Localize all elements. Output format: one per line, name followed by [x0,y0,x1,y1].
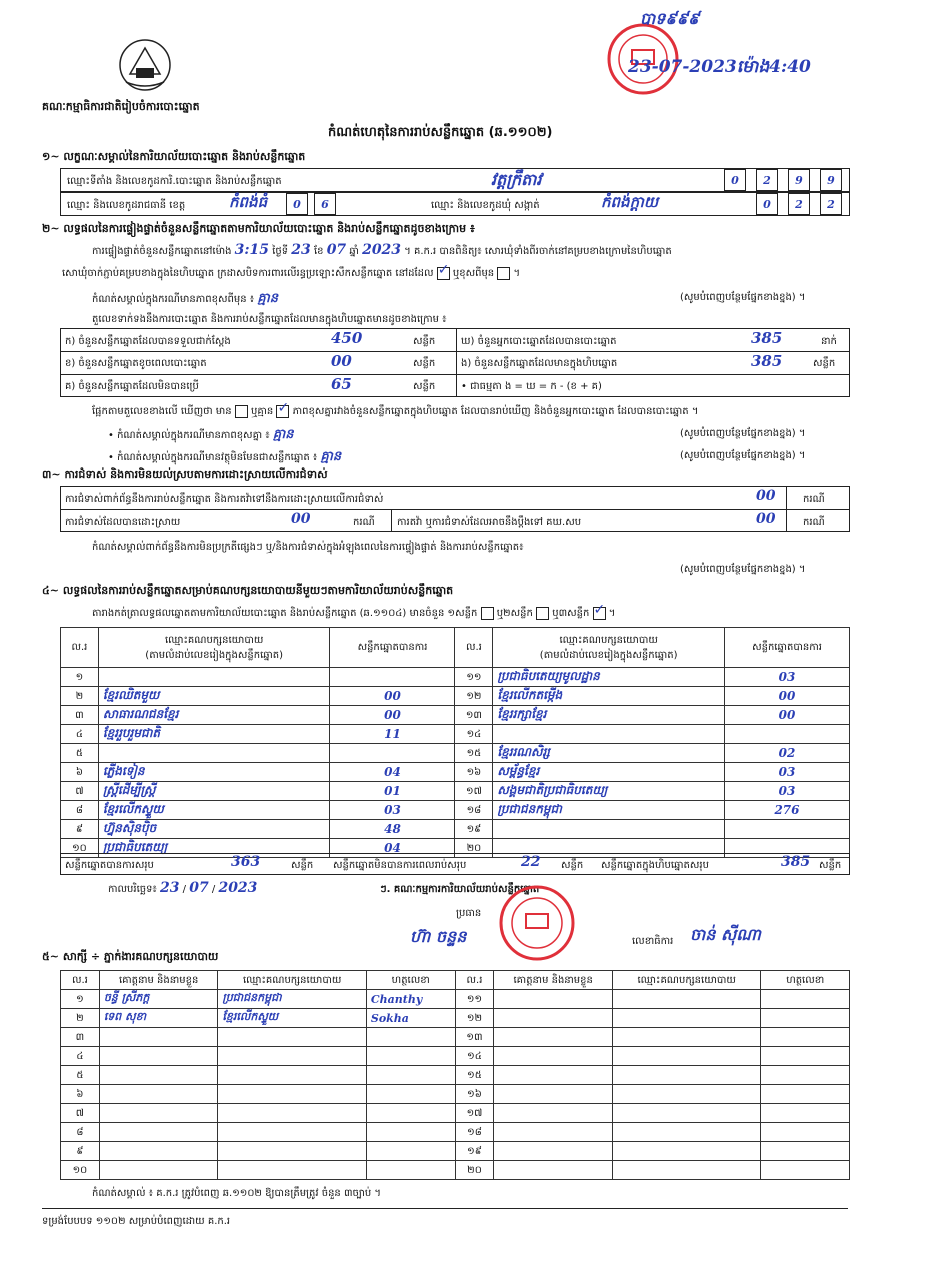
table-cell [761,990,850,1009]
table-cell [494,1047,613,1066]
table-cell: ៩ [61,820,99,839]
table-cell: ប្រជាធិបតេយ្យមូលដ្ឋាន [493,668,725,687]
table-cell: ១៤ [455,725,493,744]
province-name: កំពង់ធំ [229,193,268,211]
table-cell: ខ្មែរលើកស្ទួយ [218,1009,366,1028]
table-cell: ៤ [61,1047,100,1066]
table-row [61,1028,850,1047]
table-cell: ភ្លើងទៀន [98,763,330,782]
table-cell: ស្ត្រីដើម្បីស្ត្រី [98,782,330,801]
three-sheets-checkbox[interactable] [593,607,606,620]
table-cell: 03 [330,801,455,820]
table-cell [366,1066,455,1085]
table-cell [218,1104,366,1123]
table-cell [761,1047,850,1066]
table-cell: ២ [61,1009,100,1028]
table-cell [366,1104,455,1123]
table-cell [494,1028,613,1047]
table-cell: ១១ [455,668,493,687]
table-cell: ១០ [61,1161,100,1180]
totals-row: សន្លឹកឆ្នោតបានការសរុប 363 សន្លឹក សន្លឹកឆ្នោតមិនបានការពេលរាប់សរុប 22 សន្លឹក សន្លឹកឆ្នោតក្នុងហិបឆ្នោតសរុប 385 សន្លឹក [60,853,850,875]
footer-divider [42,1208,848,1209]
table-cell [99,1161,218,1180]
table-cell [218,1123,366,1142]
voters-voted: 385 [751,329,783,347]
counts-table: ក) ចំនួនសន្លឹកឆ្នោតដែលបានទទួលជាក់ស្ដែង 450 សន្លឹក ខ) ចំនួនសន្លឹកឆ្នោតខូចពេលបោះឆ្នោត 00 សន្លឹក គ) ចំនួនសន្លឹកឆ្នោតដែលមិនបានប្រើ 65 សន្លឹក ឃ) ចំនួនអ្នកបោះឆ្នោតដែលបានបោះឆ្នោត 385 នាក់ ង) ចំនួនសន្លឹកឆ្នោតដែលមានក្នុងហិបឆ្នោត 385 សន្លឹក • ជាធម្មតា ង = ឃ = ក - (ខ + គ) [60,328,850,397]
table-cell [612,1066,760,1085]
table-cell: 11 [330,725,455,744]
table-cell [761,1123,850,1142]
table-cell: ៧ [61,782,99,801]
table-row [61,1066,850,1085]
table-cell [612,1123,760,1142]
table-cell: ខ្មែរលើកតម្កើង [493,687,725,706]
table-cell: ៨ [61,801,99,820]
stamp-number: បាទ៩៩៩ [640,9,700,28]
table-cell [494,1085,613,1104]
table-cell: ៥ [61,1066,100,1085]
objection-note: កំណត់សម្គាល់ពាក់ព័ន្ធនឹងការមិនប្រក្រតីផ្សេងៗ ឬ/និងការជំទាស់ក្នុងអំឡុងពេលនៃការផ្ទៀងផ្ទាត់ និងការរាប់សន្លឹកឆ្នោត៖ [92,542,524,553]
table-cell [612,1047,760,1066]
table-cell: ១៦ [455,763,493,782]
table-cell: ៦ [61,763,99,782]
table-cell: ៩ [61,1142,100,1161]
table-row [61,1085,850,1104]
table-cell: ២០ [455,1161,494,1180]
table-cell [612,1161,760,1180]
table-cell [99,1104,218,1123]
table-cell: ប្រជាជនកម្ពុជា [218,990,366,1009]
station-code-digit: 0 [724,169,746,191]
secretary-label: លេខាធិការ [632,936,674,947]
table-cell: 03 [724,782,849,801]
table-cell: ប្រជាជនកម្ពុជា [493,801,725,820]
polling-station-name: វត្តក្រឹតាវ [491,170,542,189]
table-cell [99,1028,218,1047]
table-cell: ខ្មែររួបរួមជាតិ [98,725,330,744]
ballots-spoiled: 00 [331,352,352,370]
table-cell: ២០ [455,839,493,858]
table-row [61,1104,850,1123]
change-note-hint: (សូមបំពេញបន្ថែមផ្នែកខាងខ្នង) ។ [680,292,806,303]
table-cell: ២ [61,687,99,706]
section2-heading: ២~ លទ្ធផលនៃការផ្ទៀងផ្ទាត់ចំនួនសន្លឹកឆ្នោតតាមការិយាល័យបោះឆ្នោត និងរាប់សន្លឹកឆ្នោតដូចខាងក្រោម ៖ [42,222,475,235]
secretary-signature: ចាន់ ស៊ីណា [690,925,761,944]
table-cell [99,1123,218,1142]
table-cell: ៣ [61,1028,100,1047]
table-cell [612,1142,760,1161]
table-cell: ៤ [61,725,99,744]
table-cell: សាធារណជនខ្មែរ [98,706,330,725]
table-cell [218,1142,366,1161]
table-cell: សម្ព័ន្ធខ្មែរ [493,763,725,782]
anomaly-note: • កំណត់សម្គាល់ក្នុងករណីមានវត្ថុមិនមែនជាសន្លឹកឆ្នោត ៖ គ្មាន [108,449,342,464]
table-cell: ១០ [61,839,99,858]
table-row [61,763,850,782]
table-cell: 00 [330,706,455,725]
table-cell: 48 [330,820,455,839]
table-cell [612,1028,760,1047]
changed-checkbox[interactable] [497,267,510,280]
table-cell: ចន្ធី ស្រីភក្ដ [99,990,218,1009]
objections-count: 00 [756,488,776,504]
table-cell [99,1047,218,1066]
table-cell: ៦ [61,1085,100,1104]
table-cell: 01 [330,782,455,801]
commune-name: កំពង់ក្ដាយ [601,193,659,211]
difference-note: • កំណត់សម្គាល់ក្នុងករណីមានភាពខុសគ្នា ៖ គ្មាន [108,427,294,442]
table-row [61,1123,850,1142]
table-cell: ១៣ [455,706,493,725]
table-cell: ខ្មែរឈិតមួយ [98,687,330,706]
table-cell [761,1009,850,1028]
verification-year: 2023 [362,242,402,258]
table-cell [218,1066,366,1085]
table-row [61,801,850,820]
station-code-digit: 9 [788,169,810,191]
table-cell [612,990,760,1009]
verification-day: 23 [291,242,311,258]
table-cell [761,1104,850,1123]
table-cell: ៥ [61,744,99,763]
compare-line: ផ្អែកតាមតួលេខខាងលើ ឃើញថា មាន ឬគ្មាន ✓ ភាពខុសគ្នារវាងចំនួនសន្លឹកឆ្នោតក្នុងហិបឆ្នោត ដែលបានរាប់ឃើញ និងចំនួនអ្នកបោះឆ្នោត ដែលបានបោះឆ្នោត ។ [92,404,912,419]
table-cell [494,1161,613,1180]
section4-heading: ៤~ លទ្ធផលនៃការរាប់សន្លឹកឆ្នោតសម្រាប់គណបក្សនយោបាយនីមួយៗតាមការិយាល័យរាប់សន្លឹកឆ្នោត [42,584,454,597]
table-row [61,990,850,1009]
verification-line: ការផ្ទៀងផ្ទាត់ចំនួនសន្លឹកឆ្នោតនៅម៉ោង 3:15 ថ្ងៃទី 23 ខែ 07 ឆ្នាំ 2023 ។ គ.ក.រ បានពិនិត្យ៖ សោរឃុំទាំងពីរចាក់នៅគម្របខាងក្រោមនៃហិបឆ្នោត [92,242,672,258]
witness-table: ល.រ គោត្តនាម និងនាមខ្លួន ឈ្មោះគណបក្សនយោបាយ ហត្ថលេខា ល.រ គោត្តនាម និងនាមខ្លួន ឈ្មោះគណបក្សនយោបាយ ហត្ថលេខា ១ ចន្ធី ស្រីភក្ដ ប្រជាជនកម្ពុជា Chanthy ១១ ២ ទេព សុខា ខ្មែរលើកស្ទួយ Sokha ១២ ៣ ១៣ ៤ ១៤ ៥ ១៥ ៦ ១៦ ៧ ១៧ ៨ ១៨ ៩ ១៩ ១០ ២០ [60,970,850,1180]
section1-row2: ឈ្មោះ និងលេខកូដរាជធានី ខេត្ត កំពង់ធំ ឈ្មោះ និងលេខកូដឃុំ សង្កាត់ កំពង់ក្ដាយ [60,192,850,216]
table-cell: ៨ [61,1123,100,1142]
table-cell [330,668,455,687]
ballots-received: 450 [331,329,363,347]
footer-note: ទម្រង់បែបបទ ១១០២ សម្រាប់បំពេញដោយ គ.ក.រ [42,1216,231,1227]
section1-heading: ១~ លក្ខណៈសម្គាល់នៃការិយាល័យបោះឆ្នោត និងរាប់សន្លឹកឆ្នោត [42,150,306,163]
table-cell: 00 [330,687,455,706]
total-in-box: 385 [781,854,811,870]
total-valid: 363 [231,854,261,870]
table-cell [98,744,330,763]
table-cell [494,1009,613,1028]
table-cell [99,1066,218,1085]
table-cell [494,1066,613,1085]
table-cell [99,1085,218,1104]
stamp-date: 23-07-2023ម៉ោង4:40 [628,57,811,77]
commune-code-digit: 2 [788,193,810,215]
unchanged-checkbox[interactable] [437,267,450,280]
resolved-count: 00 [291,511,311,527]
table-cell [218,1028,366,1047]
table-cell [612,1085,760,1104]
table-cell: ប្រជាធិបតេយ្យ [98,839,330,858]
chair-label: ប្រធាន [456,908,482,919]
table-cell: ១៣ [455,1028,494,1047]
table-row [61,820,850,839]
ballots-unused: 65 [331,375,352,393]
commune-code-digit: 2 [820,193,842,215]
table-cell: ៣ [61,706,99,725]
table-cell [99,1142,218,1161]
table-row [61,782,850,801]
table-cell: ១ [61,668,99,687]
sheets-line: តារាងកត់ត្រាលទ្ធផលឆ្នោតតាមការិយាល័យបោះឆ្នោត និងរាប់សន្លឹកឆ្នោត (ឆ.១១០៤) មានចំនួន ១សន្លឹក ឬ២សន្លឹក ឬ៣សន្លឹក ✓ ។ [92,606,615,621]
chair-signature: ហ៊ា ចន្ទន [410,927,467,946]
table-row [61,1009,850,1028]
section3-heading: ៣~ ការជំទាស់ និងការមិនយល់ស្របតាមការដោះស្រាយលើការជំទាស់ [42,468,328,481]
table-cell: ៧ [61,1104,100,1123]
table-cell: ខ្មែររណសិរ្ស [493,744,725,763]
table-cell: ខ្មែររក្សាខ្មែរ [493,706,725,725]
table-cell: សង្គមជាតិប្រជាធិបតេយ្យ [493,782,725,801]
seal-check-line: សោឃុំចាក់ភ្ជាប់គម្របខាងក្នុងនៃហិបឆ្នោត ក្រដាសបិទការពារលើរន្ធប្រឡោះសឹកសន្លឹកឆ្នោត នៅដដែល ✓ ឬខុសពីមុន ។ [62,266,520,281]
province-code-digit: 0 [286,193,308,215]
objections-table: ការជំទាស់ពាក់ព័ន្ធនឹងការរាប់សន្លឹកឆ្នោត និងការតវ៉ាទៅនឹងការដោះស្រាយលើការជំទាស់ 00 ករណី ការជំទាស់ដែលបានដោះស្រាយ 00 ករណី ការតវ៉ា ឬការជំទាស់ដែលអាចនឹងប្ដឹងទៅ គឃ.សប 00 ករណី [60,486,850,532]
table-cell: ១៨ [455,801,493,820]
table-cell: ១៩ [455,820,493,839]
table-cell: ១៤ [455,1047,494,1066]
nec-emblem [118,38,172,92]
table-cell [218,1161,366,1180]
table-cell [761,1028,850,1047]
no-difference-checkbox[interactable] [276,405,289,418]
two-sheets-checkbox[interactable] [536,607,549,620]
table-cell: 04 [330,763,455,782]
formula: • ជាធម្មតា ង = ឃ = ក - (ខ + គ) [461,381,602,392]
table-cell: 04 [330,839,455,858]
table-cell [494,1104,613,1123]
table-cell [761,1066,850,1085]
table-cell [494,1142,613,1161]
table-cell: ១៥ [455,1066,494,1085]
one-sheet-checkbox[interactable] [481,607,494,620]
table-row [61,725,850,744]
table-cell: ១៦ [455,1085,494,1104]
table-cell [366,1142,455,1161]
ballots-in-box: 385 [751,352,783,370]
table-cell [494,1123,613,1142]
table-cell [366,1047,455,1066]
section1-row1: ឈ្មោះទីតាំង និងលេខកូដការិ.បោះឆ្នោត និងរាប់សន្លឹកឆ្នោត វត្តក្រឹតាវ [60,168,850,192]
table-cell [761,1161,850,1180]
counts-intro: តួលេខទាក់ទងនឹងការបោះឆ្នោត និងការរាប់សន្លឹកឆ្នោតដែលមានក្នុងហិបឆ្នោតមានដូចខាងក្រោម ៖ [92,314,447,325]
committee-signature-label: ៗ. គណៈកម្មការការិយាល័យរាប់សន្លឹកឆ្នោត [380,884,540,895]
table-cell [98,668,330,687]
table-cell: Sokha [366,1009,455,1028]
results-table: ល.រ ឈ្មោះគណបក្សនយោបាយ (តាមលំដាប់លេខរៀងក្នុងសន្លឹកឆ្នោត) សន្លឹកឆ្នោតបានការ ល.រ ឈ្មោះគណបក្សនយោបាយ (តាមលំដាប់លេខរៀងក្នុងសន្លឹកឆ្នោត) សន្លឹកឆ្នោតបានការ ១ ១១ ប្រជាធិបតេយ្យមូលដ្ឋាន 03 ២ ខ្មែរឈិតមួយ 00 ១២ ខ្មែរលើកតម្កើង 00 ៣ សាធារណជនខ្មែរ 00 ១៣ ខ្មែររក្សាខ្មែរ 00 ៤ ខ្មែររួបរួមជាតិ 11 ១៤ ៥ ១៥ ខ្មែររណសិរ្ស 02 ៦ ភ្លើងទៀន 04 ១៦ សម្ព័ន្ធខ្មែរ 03 ៧ ស្ត្រីដើម្បីស្ត្រី 01 ១៧ សង្គមជាតិប្រជាធិបតេយ្យ 03 ៨ ខ្មែរលើកស្ទួយ 03 ១៨ ប្រជាជនកម្ពុជា 276 ៩ ហ្វ៊ុនស៊ិនប៉ិច 48 ១៩ ១០ ប្រជាធិបតេយ្យ 04 ២០ [60,627,850,858]
table-row [61,1142,850,1161]
table-cell: ១៨ [455,1123,494,1142]
table-cell [366,1123,455,1142]
table-cell: ១២ [455,687,493,706]
table-cell [612,1104,760,1123]
committee-stamp [498,884,576,962]
table-cell: 03 [724,668,849,687]
verification-time: 3:15 [234,242,270,258]
table-row [61,1161,850,1180]
table-cell: ១ [61,990,100,1009]
table-cell [493,820,725,839]
document-title: កំណត់ហេតុនៃការរាប់សន្លឹកឆ្នោត (ឆ.១១០២) [328,125,553,140]
table-row [61,668,850,687]
table-cell [218,1047,366,1066]
table-cell: ១៧ [455,1104,494,1123]
appeal-count: 00 [756,511,776,527]
table-row [61,687,850,706]
table-cell: ១៧ [455,782,493,801]
table-cell: ទេព សុខា [99,1009,218,1028]
change-note: កំណត់សម្គាល់ក្នុងករណីមានភាពខុសពីមុន ៖ គ្មាន [92,291,278,306]
table-cell: 00 [724,687,849,706]
table-cell [494,990,613,1009]
table-cell [724,820,849,839]
table-cell [366,1028,455,1047]
table-cell: ខ្មែរលើកស្ទួយ [98,801,330,820]
table-cell: 03 [724,763,849,782]
committee-name: គណៈកម្មាធិការជាតិរៀបចំការបោះឆ្នោត [42,100,200,113]
table-cell [366,1161,455,1180]
commune-code-digit: 0 [756,193,778,215]
station-code-digit: 9 [820,169,842,191]
table-cell [493,725,725,744]
table-cell [366,1085,455,1104]
table-cell [330,744,455,763]
total-invalid: 22 [521,854,541,870]
table-cell [761,1142,850,1161]
table-cell: ១១ [455,990,494,1009]
table-cell: ១៩ [455,1142,494,1161]
table-cell [724,725,849,744]
verification-month: 07 [326,242,347,258]
footnote: កំណត់សម្គាល់ ៖ គ.ក.រ ត្រូវបំពេញ ឆ.១១០២ ឱ្យបានត្រឹមត្រូវ ចំនួន ៣ច្បាប់ ។ [92,1188,381,1199]
table-cell: 00 [724,706,849,725]
table-cell [218,1085,366,1104]
section5-heading: ៥~ សាក្សី ÷ ភ្នាក់ងារគណបក្សនយោបាយ [42,950,219,963]
station-code-digit: 2 [756,169,778,191]
table-cell [761,1085,850,1104]
table-row [61,706,850,725]
table-cell: ហ្វ៊ុនស៊ិនប៉ិច [98,820,330,839]
table-row [61,1047,850,1066]
province-code-digit: 6 [314,193,336,215]
table-row [61,744,850,763]
date-line: កាលបរិច្ឆេទ៖ 23 / 07 / 2023 [108,880,258,896]
has-difference-checkbox[interactable] [235,405,248,418]
table-cell: ១២ [455,1009,494,1028]
table-cell [612,1009,760,1028]
table-cell: ១៥ [455,744,493,763]
table-cell: 276 [724,801,849,820]
table-cell: 02 [724,744,849,763]
table-cell: Chanthy [366,990,455,1009]
